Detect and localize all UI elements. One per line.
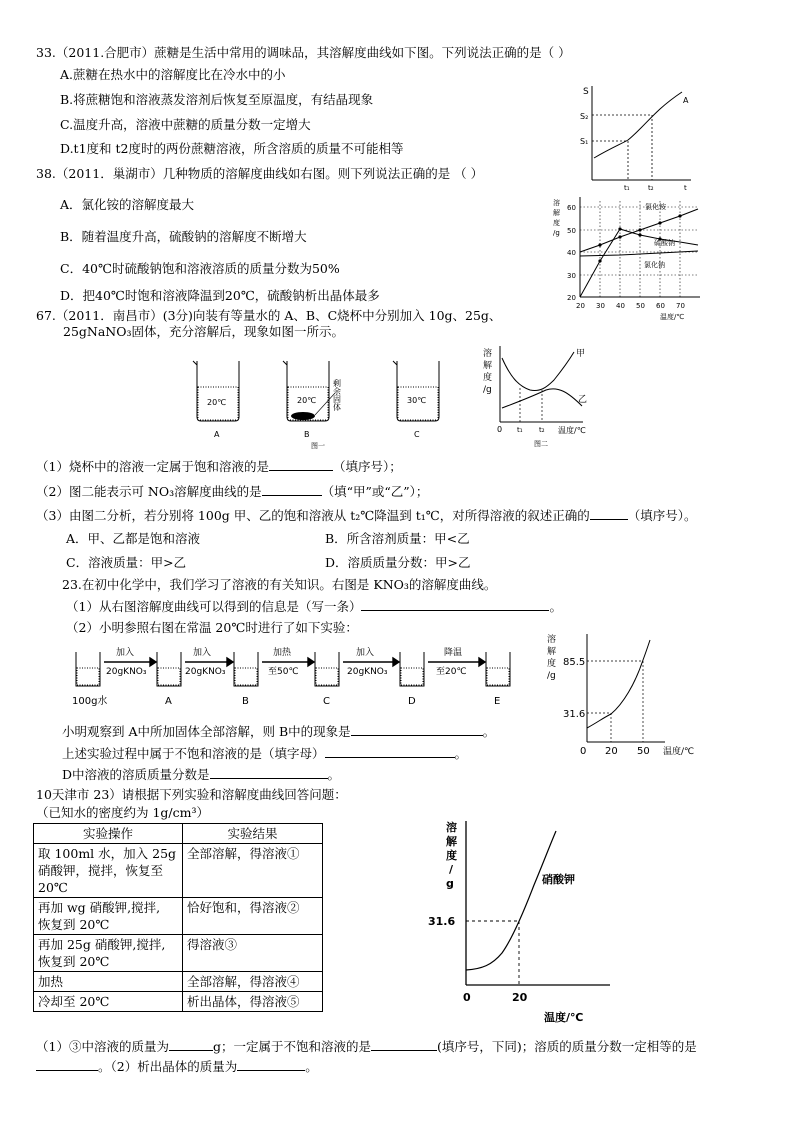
- q67-option-d: D．溶质质量分数：甲>乙: [325, 555, 471, 570]
- q38-legend-nh4cl: 氯化铵: [645, 203, 666, 211]
- q23-observation: 小明观察到 A中所加固体全部溶解，则 B中的现象是 。: [62, 724, 496, 739]
- q23-observation-blank[interactable]: [351, 723, 483, 736]
- q67-sub1-tail: （填序号）；: [332, 459, 402, 474]
- q10-header-operation: 实验操作: [34, 824, 183, 844]
- residue-label: 剩余固体: [332, 379, 342, 411]
- q67-sub3-text: （3）由图二分析，若分别将 100g 甲、乙的饱和溶液从 t₂℃降温到 t₁℃，对所得溶液的叙述正确的: [36, 508, 590, 523]
- flow-label-e: E: [494, 696, 501, 707]
- table-row: [34, 992, 323, 1012]
- q10-curve-label: 硝酸钾: [542, 873, 575, 886]
- flow-start-label: 100g水: [72, 696, 108, 707]
- beaker-c: [393, 361, 439, 439]
- q67-y-label-2: 解: [483, 361, 493, 371]
- q23-x-label: 温度/℃: [663, 747, 695, 757]
- q10-y-tick-31-6: 31.6: [428, 915, 456, 928]
- flow-step2-bottom: 20gKNO₃: [185, 667, 226, 677]
- q67-series-yi: 乙: [578, 395, 588, 405]
- q38-y-label-3: 度: [553, 219, 560, 227]
- q67-sub3: [36, 507, 697, 524]
- q67-y-label-1: 溶: [483, 349, 493, 359]
- q67-sub3-blank[interactable]: [590, 507, 628, 520]
- q10-question-line1: [36, 1038, 697, 1055]
- q10-q1-text-c: (填序号，下同)；溶质的质量分数一定相等的是: [436, 1039, 697, 1054]
- q10-header-result: 实验结果: [183, 824, 323, 844]
- q23-x-tick-20: 20: [605, 746, 618, 757]
- q67-x-tick-t2: t₂: [539, 426, 545, 434]
- q38-y-label-2: 解: [553, 209, 560, 217]
- q10-crystal-mass-blank[interactable]: [237, 1058, 305, 1071]
- beaker-c-temp: 30℃: [407, 396, 427, 405]
- q38-option-d: D．把40℃时饱和溶液降温到20℃，硫酸钠析出晶体最多: [60, 288, 380, 303]
- q23-y-label-1: 溶: [547, 635, 557, 645]
- q23-observation-text: 小明观察到 A中所加固体全部溶解，则 B中的现象是: [62, 724, 351, 739]
- flow-step3-top: 加热: [273, 648, 292, 658]
- q23-y-tick-85-5: 85.5: [563, 657, 586, 668]
- q67-sub1-text: （1）烧杯中的溶液一定属于饱和溶液的是: [36, 459, 269, 474]
- q38-option-b: B．随着温度升高，硫酸钠的溶解度不断增大: [60, 229, 307, 244]
- beaker-b-temp: 20℃: [297, 396, 317, 405]
- q33-stem: 33.（2011.合肥市）蔗糖是生活中常用的调味品，其溶解度曲线如下图。下列说法正确的是（ ）: [36, 45, 571, 60]
- q38-legend-na2so4: 硫酸钠: [654, 239, 675, 247]
- q38-y-tick-60: 60: [567, 204, 576, 212]
- q38-option-a: A．氯化铵的溶解度最大: [60, 197, 195, 212]
- q67-sub2-tail: （填“甲”或“乙”）；: [321, 484, 429, 499]
- row1-op-line2: 硝酸钾，搅拌，恢复至: [38, 863, 164, 878]
- row4-result: 全部溶解，得溶液④: [183, 972, 323, 992]
- q10-q1-text: （1）③中溶液的质量为: [36, 1039, 169, 1054]
- q67-option-c: C．溶液质量：甲>乙: [66, 555, 187, 570]
- flow-step4-bottom: 20gKNO₃: [347, 667, 388, 677]
- q38-y-tick-20: 20: [567, 294, 576, 302]
- q67-option-b: B．所含溶剂质量：甲<乙: [325, 531, 470, 546]
- q38-x-tick-30: 30: [596, 302, 605, 310]
- q23-x-tick-0: 0: [580, 746, 587, 757]
- q67-stem-line1: 67.（2011．南昌市）(3分)向装有等量水的 A、B、C烧杯中分别加入 10g、25g、: [36, 308, 502, 323]
- row1-op-line3: 20℃: [38, 880, 68, 895]
- q33-option-a: A.蔗糖在热水中的溶解度比在冷水中的小: [60, 67, 286, 82]
- q23-unsaturated-blank[interactable]: [325, 745, 455, 758]
- q10-equal-fraction-blank[interactable]: [36, 1058, 98, 1071]
- q33-curve-label: A: [683, 96, 689, 105]
- q67-sub2: [36, 483, 428, 500]
- q33-x-tick-t2: t₂: [648, 184, 654, 190]
- q10-y-label-5: g: [446, 877, 454, 890]
- q67-sub2-text: （2）图二能表示可 NO₃溶解度曲线的是: [36, 484, 262, 499]
- flow-label-a: A: [165, 696, 172, 707]
- q67-stem-line2: 25gNaNO₃固体，充分溶解后，现象如图一所示。: [63, 324, 344, 339]
- q33-x-tick-t: t: [684, 184, 687, 190]
- q10-stem: 10天津市 23）请根据下列实验和溶解度曲线回答问题：: [36, 787, 347, 802]
- q38-x-tick-50: 50: [636, 302, 645, 310]
- beaker-b-residue: [291, 412, 315, 420]
- q23-experiment-flow: [62, 638, 522, 718]
- figure-two-caption: 图二: [534, 440, 548, 448]
- q10-unsaturated-blank[interactable]: [371, 1038, 437, 1051]
- q67-x-tick-t1: t₁: [517, 426, 523, 434]
- table-row: [34, 844, 323, 898]
- q67-y-label-4: /g: [483, 385, 492, 395]
- row5-result: 析出晶体，得溶液⑤: [183, 992, 323, 1012]
- q67-figure-two-graph: [478, 342, 598, 452]
- row2-result: 恰好饱和，得溶液②: [183, 898, 323, 935]
- q38-option-c: C．40℃时硫酸钠饱和溶液溶质的质量分数为50%: [60, 261, 340, 276]
- q38-x-tick-70: 70: [676, 302, 685, 310]
- q67-figure-one-beakers: [185, 357, 455, 449]
- q23-kno3-graph: [543, 630, 713, 760]
- table-row: [34, 935, 323, 972]
- q67-sub3-tail: （填序号）。: [627, 508, 697, 523]
- row1-op-line1: 取 100ml 水，加入 25g: [38, 846, 177, 861]
- row4-op: 加热: [34, 972, 183, 992]
- q10-y-label-3: 度: [446, 849, 457, 862]
- row3-op-line1: 再加 25g 硝酸钾,搅拌,: [38, 937, 166, 952]
- q10-kno3-curve: [466, 831, 556, 970]
- q38-x-tick-20: 20: [576, 302, 585, 310]
- q67-y-label-3: 度: [483, 373, 493, 383]
- q38-solubility-graph: [548, 193, 708, 323]
- q10-x-label: 温度/℃: [544, 1011, 584, 1024]
- q23-sub2: （2）小明参照右图在常温 20℃时进行了如下实验：: [66, 620, 358, 635]
- q67-x-label: 温度/℃: [558, 426, 586, 435]
- flow-step4-top: 加入: [356, 648, 375, 658]
- q33-curve-a: [594, 92, 682, 158]
- table-row: [34, 898, 323, 935]
- q67-curve-jia: [502, 352, 574, 391]
- q33-solubility-graph: [566, 80, 696, 190]
- q67-option-a: A．甲、乙都是饱和溶液: [66, 531, 201, 546]
- q23-sub1-blank[interactable]: [361, 598, 549, 611]
- q23-fraction-text: D中溶液的溶质质量分数是: [62, 767, 210, 782]
- q33-x-tick-t1: t₁: [624, 184, 630, 190]
- q38-y-label-1: 溶: [553, 199, 560, 207]
- q67-x-tick-0: 0: [497, 425, 503, 434]
- q67-sub1-blank[interactable]: [269, 458, 333, 471]
- beaker-b: [283, 361, 342, 439]
- q33-option-b: B.将蔗糖饱和溶液蒸发溶剂后恢复至原温度，有结晶现象: [60, 92, 374, 107]
- q67-series-jia: 甲: [576, 349, 586, 359]
- q33-y-tick-s1: S₁: [580, 137, 589, 146]
- beaker-a-temp: 20℃: [207, 398, 227, 407]
- q38-x-tick-40: 40: [616, 302, 625, 310]
- q10-y-label-1: 溶: [446, 821, 457, 834]
- q38-y-tick-40: 40: [567, 249, 576, 257]
- q67-sub2-blank[interactable]: [262, 483, 322, 496]
- q33-y-label: S: [583, 87, 589, 97]
- table-row: [34, 972, 323, 992]
- q10-kno3-graph: [420, 815, 635, 1030]
- row5-op: 冷却至 20℃: [34, 992, 183, 1012]
- flow-step1-bottom: 20gKNO₃: [106, 667, 147, 677]
- beaker-b-label: B: [304, 430, 310, 439]
- row3-result: 得溶液③: [183, 935, 323, 972]
- q38-y-tick-30: 30: [567, 272, 576, 280]
- q38-y-label-4: /g: [553, 229, 560, 237]
- q33-y-tick-s2: S₂: [580, 112, 589, 121]
- q23-sub1: （1）从右图溶解度曲线可以得到的信息是（写一条） 。: [66, 599, 562, 614]
- flow-label-c: C: [323, 696, 330, 707]
- q10-experiment-table: [33, 823, 323, 1012]
- q10-q1-text-b: g；一定属于不饱和溶液的是: [212, 1039, 371, 1054]
- figure-one-caption: 图一: [311, 442, 325, 449]
- q23-kno3-curve: [587, 640, 650, 728]
- q38-x-label: 温度/℃: [660, 313, 685, 321]
- q38-curve-na2so4: [580, 229, 698, 297]
- q10-question-line2: [36, 1058, 318, 1075]
- q23-y-tick-31-6: 31.6: [563, 709, 586, 720]
- q23-y-label-2: 解: [547, 647, 557, 657]
- q23-unsaturated: 上述实验过程中属于不饱和溶液的是（填字母） 。: [62, 746, 468, 761]
- flow-label-d: D: [408, 696, 416, 707]
- flow-step3-bottom: 至50℃: [268, 667, 299, 677]
- q10-x-tick-0: 0: [463, 991, 471, 1004]
- q10-q2-text: 。（2）析出晶体的质量为: [98, 1059, 238, 1074]
- q38-x-tick-60: 60: [656, 302, 665, 310]
- flow-label-b: B: [242, 696, 249, 707]
- q23-x-tick-50: 50: [637, 746, 650, 757]
- row2-op-line2: 恢复到 20℃: [38, 917, 110, 932]
- q10-y-label-4: /: [449, 863, 454, 876]
- row3-op-line2: 恢复到 20℃: [38, 954, 110, 969]
- beaker-a-label: A: [214, 430, 220, 439]
- row2-op-line1: 再加 wg 硝酸钾,搅拌,: [38, 900, 161, 915]
- q23-fraction: D中溶液的溶质质量分数是 。: [62, 767, 341, 782]
- q33-option-d: D.t1度和 t2度时的两份蔗糖溶液，所含溶质的质量不可能相等: [60, 141, 404, 156]
- q10-mass-blank[interactable]: [169, 1038, 213, 1051]
- beaker-c-label: C: [414, 430, 420, 439]
- row1-result: 全部溶解，得溶液①: [183, 844, 323, 898]
- flow-step1-top: 加入: [116, 648, 135, 658]
- beaker-a: [193, 361, 239, 439]
- q10-note: （已知水的密度约为 1g/cm³）: [36, 805, 210, 820]
- q23-fraction-blank[interactable]: [210, 766, 328, 779]
- q10-y-label-2: 解: [446, 835, 457, 848]
- q67-sub1: [36, 458, 402, 475]
- q23-y-label-3: 度: [547, 659, 557, 669]
- q10-x-tick-20: 20: [512, 991, 528, 1004]
- q23-intro: 23.在初中化学中，我们学习了溶液的有关知识。右图是 KNO₃的溶解度曲线。: [62, 577, 497, 592]
- flow-step5-bottom: 至20℃: [436, 667, 467, 677]
- q38-y-tick-50: 50: [567, 227, 576, 235]
- q38-stem: 38.（2011．巢湖市）几种物质的溶解度曲线如右图。则下列说法正确的是 （ ）: [36, 166, 484, 181]
- q23-y-label-4: /g: [547, 671, 556, 681]
- q23-unsaturated-text: 上述实验过程中属于不饱和溶液的是（填字母）: [62, 746, 325, 761]
- q38-legend-nacl: 氯化钠: [644, 261, 665, 269]
- q23-sub1-text: （1）从右图溶解度曲线可以得到的信息是（写一条）: [66, 599, 362, 614]
- q33-option-c: C.温度升高，溶液中蔗糖的质量分数一定增大: [60, 117, 311, 132]
- flow-step2-top: 加入: [193, 648, 212, 658]
- flow-step5-top: 降温: [444, 648, 463, 658]
- q10-q2-tail: 。: [305, 1059, 318, 1074]
